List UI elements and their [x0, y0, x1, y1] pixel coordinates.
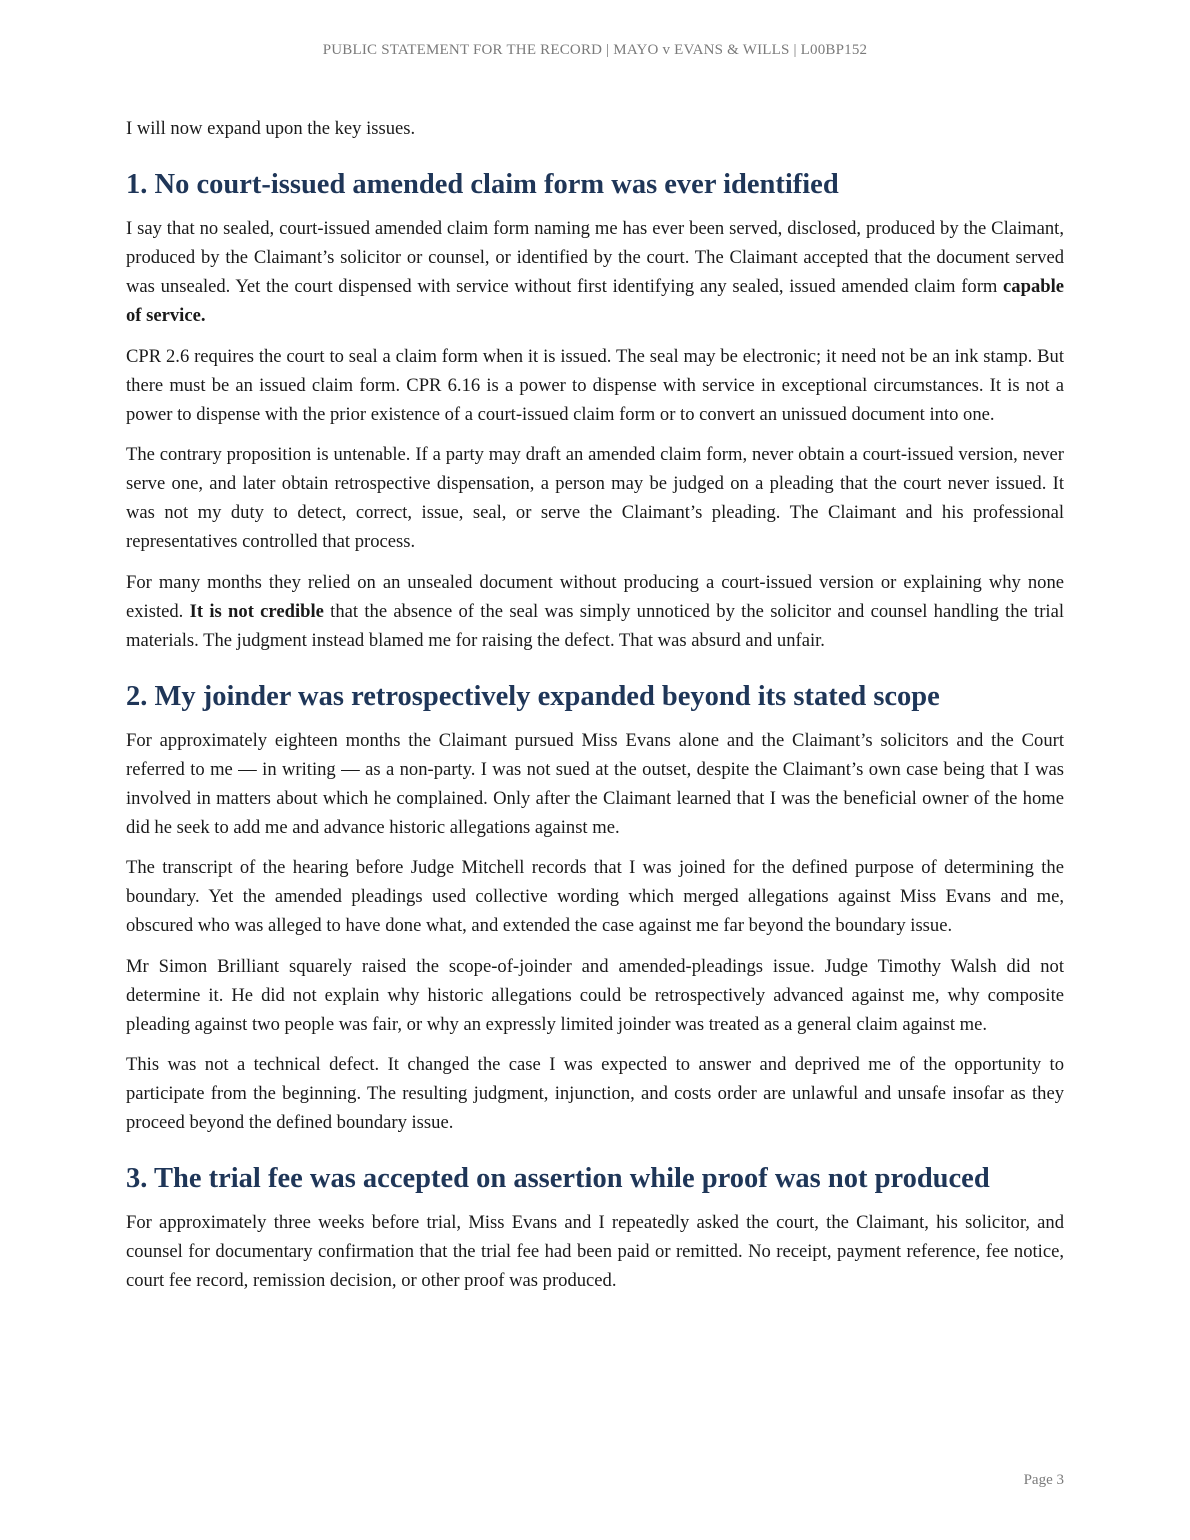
bold-emphasis: capable of service.	[126, 276, 1064, 326]
section-3-paragraph-1: For approximately three weeks before trial, Miss Evans and I repeatedly asked the court, the Claimant, his solicitor, and counsel for documentary confirmation that the trial fee had been paid or remitted. No receipt, payment reference, fee notice, court fee record, remission decision, or other proof was produced.	[126, 1212, 1064, 1291]
section-3-heading: 3. The trial fee was accepted on assertion while proof was not produced	[126, 1163, 990, 1194]
section-2-paragraph-2: The transcript of the hearing before Judge Mitchell records that I was joined for the defined purpose of determining the boundary. Yet the amended pleadings used collective wording which merged allegations against Miss Evans and me, obscured who was alleged to have done what, and extended the case against me far beyond the boundary issue.	[126, 857, 1064, 936]
section-1-paragraph-4	[126, 568, 1064, 655]
section-1-paragraph-3: The contrary proposition is untenable. If a party may draft an amended claim form, never obtain a court-issued version, never serve one, and later obtain retrospective dispensation, a person may be judged on a pleading that the court never issued. It was not my duty to detect, correct, issue, seal, or serve the Claimant’s pleading. The Claimant and his professional representatives controlled that process.	[126, 444, 1064, 552]
bold-emphasis: It is not credible	[189, 600, 324, 622]
section-1-paragraph-2: CPR 2.6 requires the court to seal a claim form when it is issued. The seal may be electronic; it need not be an ink stamp. But there must be an issued claim form. CPR 6.16 is a power to dispense with service in exceptional circumstances. It is not a power to dispense with the prior existence of a court-issued claim form or to convert an unissued document into one.	[126, 345, 1064, 425]
section-2-paragraph-3: Mr Simon Brilliant squarely raised the scope-of-joinder and amended-pleadings issue. Judge Timothy Walsh did not determine it. He did not explain why historic allegations could be retrospectively advanced against me, why composite pleading against two people was fair, or why an expressly limited joinder was treated as a general claim against me.	[126, 955, 1064, 1035]
page-number: Page 3	[1023, 1472, 1064, 1488]
section-2-paragraph-4: This was not a technical defect. It changed the case I was expected to answer and deprived me of the opportunity to participate from the beginning. The resulting judgment, injunction, and costs order are unlawful and unsafe insofar as they proceed beyond the defined boundary issue.	[126, 1054, 1064, 1133]
section-2-heading: 2. My joinder was retrospectively expanded beyond its stated scope	[126, 680, 940, 712]
section-1-heading: 1. No court-issued amended claim form was ever identified	[126, 169, 839, 200]
intro-paragraph: I will now expand upon the key issues.	[126, 118, 416, 139]
paragraph-text: that the absence of the seal was simply unnoticed by the solicitor and counsel handling the trial materials. The judgment instead blamed me for raising the defect. That was absurd and unfair.	[126, 600, 1064, 651]
paragraph-text: I say that no sealed, court-issued amended claim form naming me has ever been served, disclosed, produced by the Claimant, produced by the Claimant’s solicitor or counsel, or identified by the court. The Claimant accepted that the document served was unsealed. Yet the court dispensed with service without first identifying any sealed, issued amended claim form	[126, 218, 1064, 297]
section-1-paragraph-1	[126, 214, 1064, 330]
document-body	[126, 114, 1064, 1307]
section-2-paragraph-1: For approximately eighteen months the Claimant pursued Miss Evans alone and the Claimant’s solicitors and the Court referred to me — in writing — as a non-party. I was not sued at the outset, despite the Claimant’s own case being that I was involved in matters about which he complained. Only after the Claimant learned that I was the beneficial owner of the home did he seek to add me and advance historic allegations against me.	[126, 729, 1064, 838]
paragraph-text: For many months they relied on an unsealed document without producing a court-issued version or explaining why none existed.	[126, 571, 1064, 622]
running-header: PUBLIC STATEMENT FOR THE RECORD | MAYO v EVANS & WILLS | L00BP152	[322, 42, 868, 58]
